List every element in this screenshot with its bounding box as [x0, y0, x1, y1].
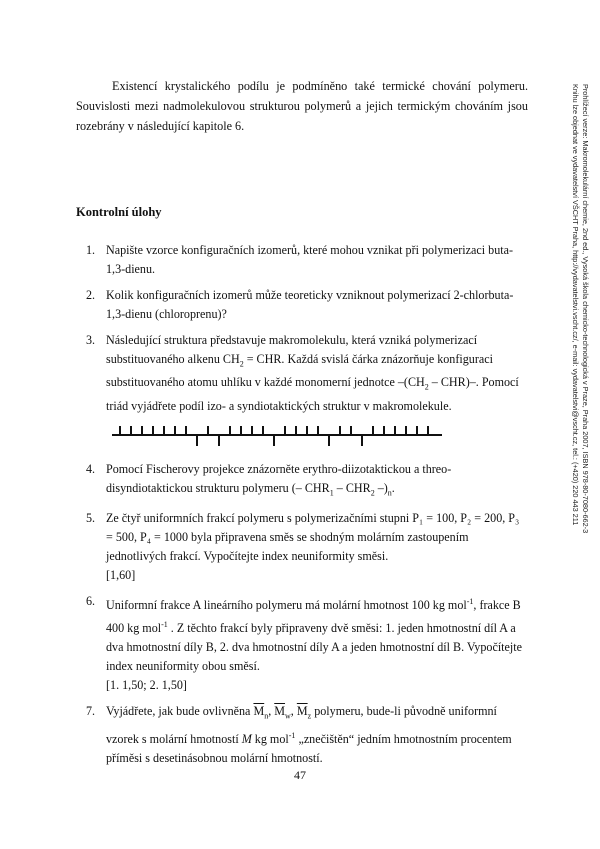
task-number: 7. — [86, 704, 96, 719]
task-item — [76, 331, 528, 453]
task-number: 3. — [86, 333, 96, 347]
task-number: 2. — [86, 288, 96, 302]
watermark-line: Prohlížecí verze: Makromolekulární chemie, 2nd ed., Vysoká škola chemicko-technologická v Praze, Praha 2007, ISBN 978-80-7080-662-3 — [581, 84, 590, 534]
task-text: Následující struktura představuje makromolekulu, která vzniká polymerizací substituovaného alkenu $CH_2$ = CHR. Každá svislá čárka znázorňuje konfiguraci substituovaného atomu uhlíku v každé monomerní jednotce $-(CH_2 - CHR)-$. Pomocí triád vyjádřete podíl izo- a syndiotaktických struktur v makromolekule. — [106, 333, 519, 413]
task-text: Pomocí Fischerovy projekce znázorněte erythro-diizotaktickou a threo-disyndiotaktickou strukturu polymeru (– $CHR_1 - CHR_2$ $-)_n$. — [106, 461, 452, 498]
task-answer: [1,60] — [106, 568, 136, 583]
task-text: Uniformní frakce A lineárního polymeru má molární hmotnost 100 kg mol$^{-1}$, frakce B 400 kg mol$^{-1}$ . Z těchto frakcí byly připraveny dvě směsi: 1. jeden hmotnostní díl A a dva hmotnostní díly B, 2. dva hmotnostní díly A a jeden hmotnostní díl B. Vypočítejte index neuniformity obou směsí. — [106, 597, 522, 674]
task-item — [76, 460, 528, 502]
task-list — [76, 241, 528, 775]
task-item — [76, 592, 528, 695]
task-item — [76, 241, 528, 279]
task-number: 4. — [86, 461, 96, 476]
intro-paragraph: Existencí krystalického podílu je podmíněno také termické chování polymeru. Souvislosti mezi nadmolekulovou strukturou polymerů a jejich termickým chováním jsou rozebrány v následující kapitole 6. — [76, 79, 528, 133]
task-number: 6. — [86, 594, 96, 609]
task-item — [76, 286, 528, 324]
section-heading: Kontrolní úlohy — [76, 205, 162, 219]
task-text: Vyjádřete, jak bude ovlivněna $\overline{M}_n$, $\overline{M}_w$, $\overline{M}_z$ polymeru, bude-li původně uniformní vzorek s molární hmotností M kg mol$^{-1}$ „znečištěn“ jedním hmotnostním procentem příměsi s desetinásobnou molární hmotností. — [106, 704, 512, 765]
page-number: 47 — [294, 768, 306, 782]
task-item — [76, 702, 528, 767]
task-number: 1. — [86, 243, 96, 257]
task-answer: [1. 1,50; 2. 1,50] — [106, 678, 187, 693]
task-item — [76, 509, 528, 585]
task-number: 5. — [86, 511, 96, 526]
task-text: Napište vzorce konfiguračních izomerů, které mohou vznikat při polymerizaci buta-1,3-dienu. — [106, 243, 514, 276]
watermark-line: Knihu lze objednat ve vydavatelství VŠCHT Praha, http://vydavatelstvi.vscht.cz/, e-mail: vydavatelstvi@vscht.cz, tel.: (+420) 220 443 211 — [571, 84, 580, 526]
task-text: Ze čtyř uniformních frakcí polymeru s polymerizačními stupni P₁ = 100, P₂ = 200, P₃ = 500, P₄ = 1000 byla připravena směs se shodným molárním zastoupením jednotlivých frakcí. Vypočítejte index neuniformity směsi. — [106, 511, 520, 564]
tacticity-chain-diagram — [106, 421, 528, 453]
task-text: Kolik konfiguračních izomerů může teoreticky vzniknout polymerizací 2-chlorbuta-1,3-dienu (chloroprenu)? — [106, 288, 514, 321]
side-watermark — [570, 84, 590, 533]
